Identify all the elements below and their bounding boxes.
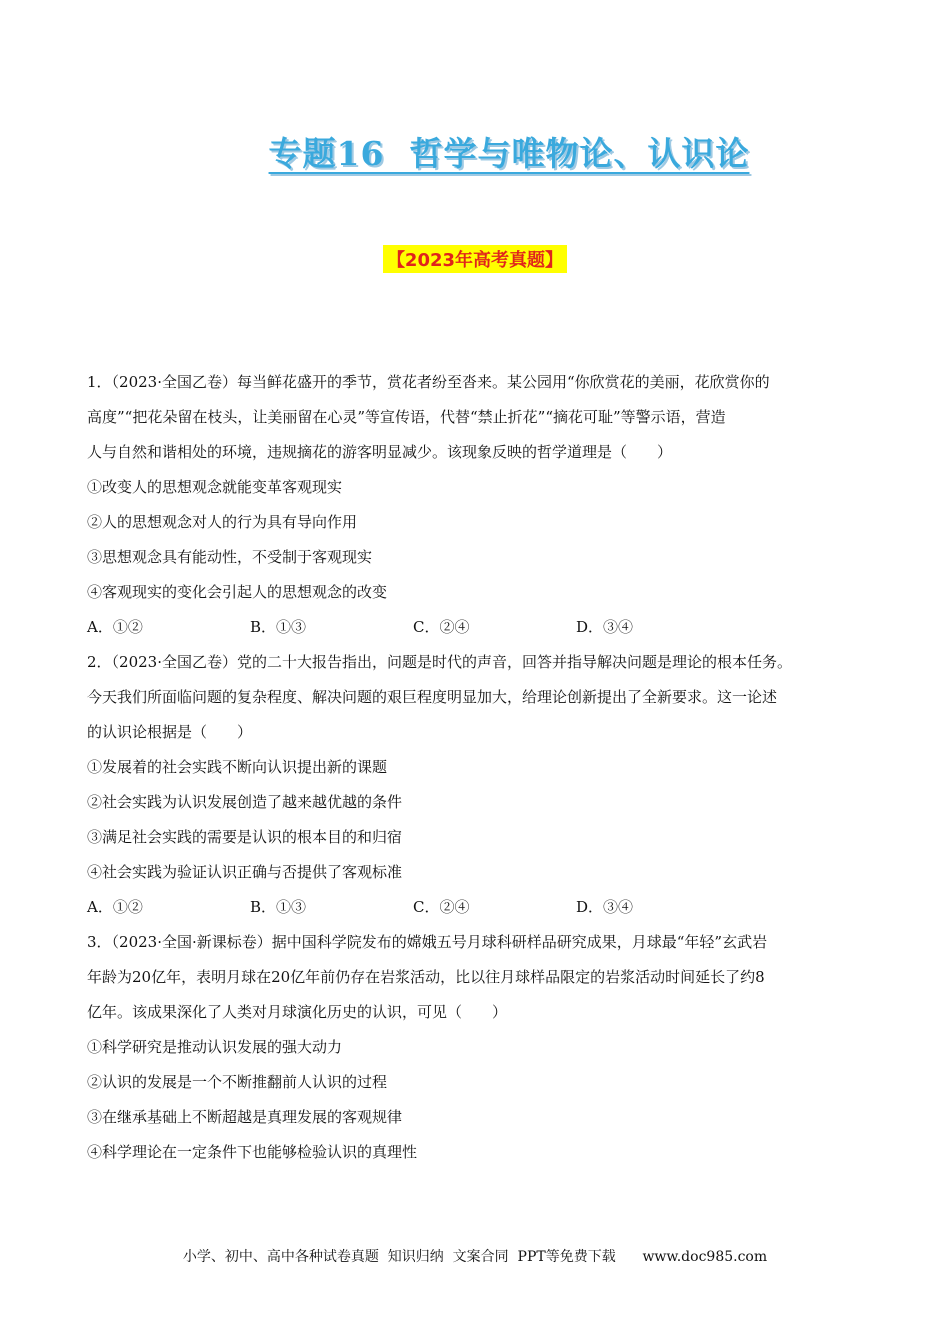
question-3-stem-line: 亿年。该成果深化了人类对月球演化历史的认识，可见（ ） <box>87 1003 508 1021</box>
question-3-statement: ①科学研究是推动认识发展的强大动力 <box>87 1038 343 1056</box>
question-3-statement: ③在继承基础上不断超越是真理发展的客观规律 <box>87 1108 403 1126</box>
question-1-stem-line: 1．（2023·全国乙卷）每当鲜花盛开的季节，赏花者纷至沓来。某公园用“你欣赏花的美丽，花欣赏你的 <box>87 373 770 391</box>
question-1-statement: ③思想观念具有能动性，不受制于客观现实 <box>87 548 373 566</box>
question-1 <box>87 365 865 645</box>
question-2-statement: ③满足社会实践的需要是认识的根本目的和归宿 <box>87 828 403 846</box>
question-1-stem-line: 高度”“把花朵留在枝头，让美丽留在心灵”等宣传语，代替“禁止折花”“摘花可耻”等警示语，营造 <box>87 408 726 426</box>
option-d: D．③④ <box>576 618 634 636</box>
question-3-stem-line: 3．（2023·全国·新课标卷）据中国科学院发布的嫦娥五号月球科研样品研究成果，月球最“年轻”玄武岩 <box>87 933 768 951</box>
question-1-options <box>87 610 865 645</box>
page-footer: 小学、初中、高中各种试卷真题 知识归纳 文案合同 PPT等免费下载 www.doc985.com <box>182 1249 768 1265</box>
question-2-statement: ④社会实践为验证认识正确与否提供了客观标准 <box>87 863 403 881</box>
option-d: D．③④ <box>576 898 634 916</box>
option-a: A．①② <box>87 898 143 916</box>
question-1-statement: ①改变人的思想观念就能变革客观现实 <box>87 478 343 496</box>
question-3-statement: ④科学理论在一定条件下也能够检验认识的真理性 <box>87 1143 418 1161</box>
question-3-stem-line: 年龄为20亿年，表明月球在20亿年前仍存在岩浆活动，比以往月球样品限定的岩浆活动时间延长了约8 <box>87 968 765 986</box>
question-2-statement: ①发展着的社会实践不断向认识提出新的课题 <box>87 758 388 776</box>
question-1-statement: ④客观现实的变化会引起人的思想观念的改变 <box>87 583 388 601</box>
section-heading <box>0 245 950 273</box>
option-c: C．②④ <box>413 898 470 916</box>
question-3 <box>87 925 865 1170</box>
question-3-statement: ②认识的发展是一个不断推翻前人认识的过程 <box>87 1073 388 1091</box>
option-a: A．①② <box>87 618 143 636</box>
question-2-statement: ②社会实践为认识发展创造了越来越优越的条件 <box>87 793 403 811</box>
option-c: C．②④ <box>413 618 470 636</box>
option-b: B．①③ <box>250 618 307 636</box>
question-2-stem-line: 2．（2023·全国乙卷）党的二十大报告指出，问题是时代的声音，回答并指导解决问题是理论的根本任务。 <box>87 653 792 671</box>
question-2-options <box>87 890 865 925</box>
question-2-stem-line: 的认识论根据是（ ） <box>87 723 253 741</box>
question-list <box>87 365 865 1170</box>
question-2 <box>87 645 865 925</box>
question-1-statement: ②人的思想观念对人的行为具有导向作用 <box>87 513 358 531</box>
page-title: 专题16 哲学与唯物论、认识论 <box>268 134 750 173</box>
option-b: B．①③ <box>250 898 307 916</box>
question-1-stem-line: 人与自然和谐相处的环境，违规摘花的游客明显减少。该现象反映的哲学道理是（ ） <box>87 443 673 461</box>
section-label: 【2023年高考真题】 <box>383 245 567 273</box>
question-2-stem-line: 今天我们所面临问题的复杂程度、解决问题的艰巨程度明显加大，给理论创新提出了全新要求。这一论述 <box>87 688 778 706</box>
